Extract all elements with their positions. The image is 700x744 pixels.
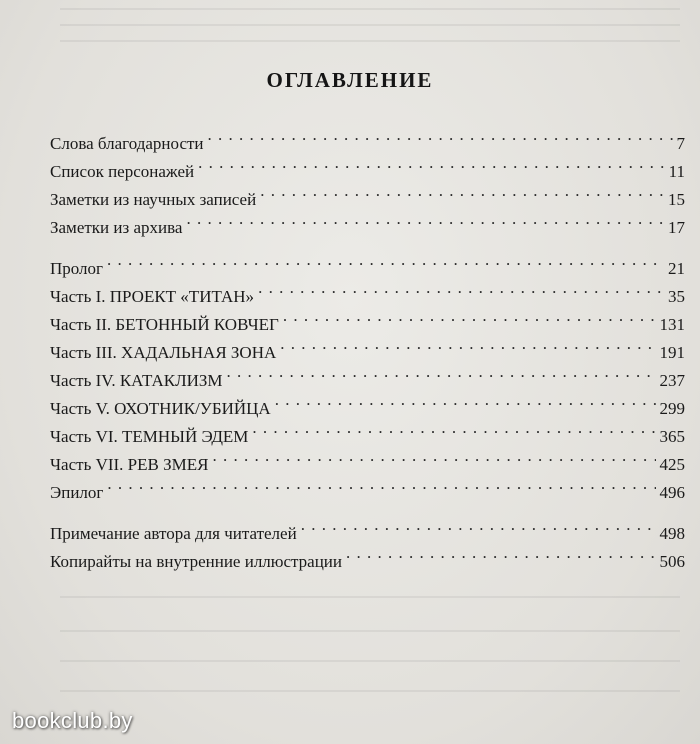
toc-entry-label: Заметки из архива: [50, 218, 183, 237]
toc-entry-label: Эпилог: [50, 483, 104, 502]
toc-entry-page: 21: [668, 259, 685, 278]
toc-entry: [50, 358, 685, 390]
bleed-line: [60, 40, 680, 42]
toc-entry: [50, 386, 685, 418]
toc-entry-label: Часть II. БЕТОННЫЙ КОВЧЕГ: [50, 315, 279, 334]
toc-entry-label: Часть VII. РЕВ ЗМЕЯ: [50, 455, 209, 474]
toc-entry-page: 7: [676, 134, 685, 153]
dot-leader: [186, 205, 664, 233]
toc-entry-label: Часть IV. КАТАКЛИЗМ: [50, 371, 223, 390]
toc-entry-page: 237: [659, 371, 685, 390]
toc-entry: [50, 330, 685, 362]
toc-entry-label: Копирайты на внутренние иллюстрации: [50, 552, 343, 571]
toc-entry: [50, 121, 685, 153]
toc-entry-label: Слова благодарности: [50, 134, 204, 153]
toc-entry-page: 191: [659, 343, 685, 362]
toc-entry: [50, 470, 685, 502]
toc-entry-page: 11: [668, 162, 685, 181]
toc-entry: [50, 246, 685, 278]
toc-entry-label: Список персонажей: [50, 162, 195, 181]
bleed-line: [60, 690, 680, 692]
bleed-line: [60, 24, 680, 26]
toc-entry-page: 299: [659, 399, 685, 418]
toc-entry-page: 17: [668, 218, 685, 237]
toc-entry-page: 506: [659, 552, 685, 571]
toc-entry: [50, 414, 685, 446]
toc-entry: [50, 539, 685, 571]
dot-leader: [227, 358, 656, 386]
dot-leader: [275, 386, 656, 414]
toc-entry-page: 35: [668, 287, 685, 306]
bleed-line: [60, 8, 680, 10]
toc-entry-page: 496: [659, 483, 685, 502]
toc-entry-label: Часть III. ХАДАЛЬНАЯ ЗОНА: [50, 343, 277, 362]
dot-leader: [107, 246, 664, 274]
toc-entry-page: 131: [659, 315, 685, 334]
toc-entry: [50, 302, 685, 334]
toc-entry: [50, 177, 685, 209]
dot-leader: [301, 511, 656, 539]
toc-entry-label: Заметки из научных записей: [50, 190, 257, 209]
toc-entry-page: 498: [659, 524, 685, 543]
toc-entry: [50, 149, 685, 181]
toc-entry: [50, 442, 685, 474]
dot-leader: [260, 177, 664, 205]
dot-leader: [258, 274, 664, 302]
toc-entry-label: Часть I. ПРОЕКТ «ТИТАН»: [50, 287, 255, 306]
dot-leader: [346, 539, 655, 567]
dot-leader: [252, 414, 655, 442]
page-title: ОГЛАВЛЕНИЕ: [266, 68, 434, 92]
toc-entry: [50, 274, 685, 306]
dot-leader: [283, 302, 656, 330]
bleed-line: [60, 660, 680, 662]
toc-entry: [50, 511, 685, 543]
dot-leader: [208, 121, 673, 149]
toc-entry-page: 365: [659, 427, 685, 446]
toc-entry-label: Часть VI. ТЕМНЫЙ ЭДЕМ: [50, 427, 249, 446]
toc-entry-page: 425: [659, 455, 685, 474]
dot-leader: [198, 149, 665, 177]
bleed-line: [60, 596, 680, 598]
toc-entry-label: Примечание автора для читателей: [50, 524, 297, 543]
table-of-contents: [50, 121, 685, 571]
watermark-logo: bookclub.by: [12, 708, 133, 733]
dot-leader: [107, 470, 655, 498]
dot-leader: [280, 330, 655, 358]
toc-entry-page: 15: [668, 190, 685, 209]
toc-entry: [50, 205, 685, 237]
dot-leader: [212, 442, 655, 470]
toc-entry-label: Пролог: [50, 259, 104, 278]
toc-entry-label: Часть V. ОХОТНИК/УБИЙЦА: [50, 399, 271, 418]
bleed-line: [60, 630, 680, 632]
